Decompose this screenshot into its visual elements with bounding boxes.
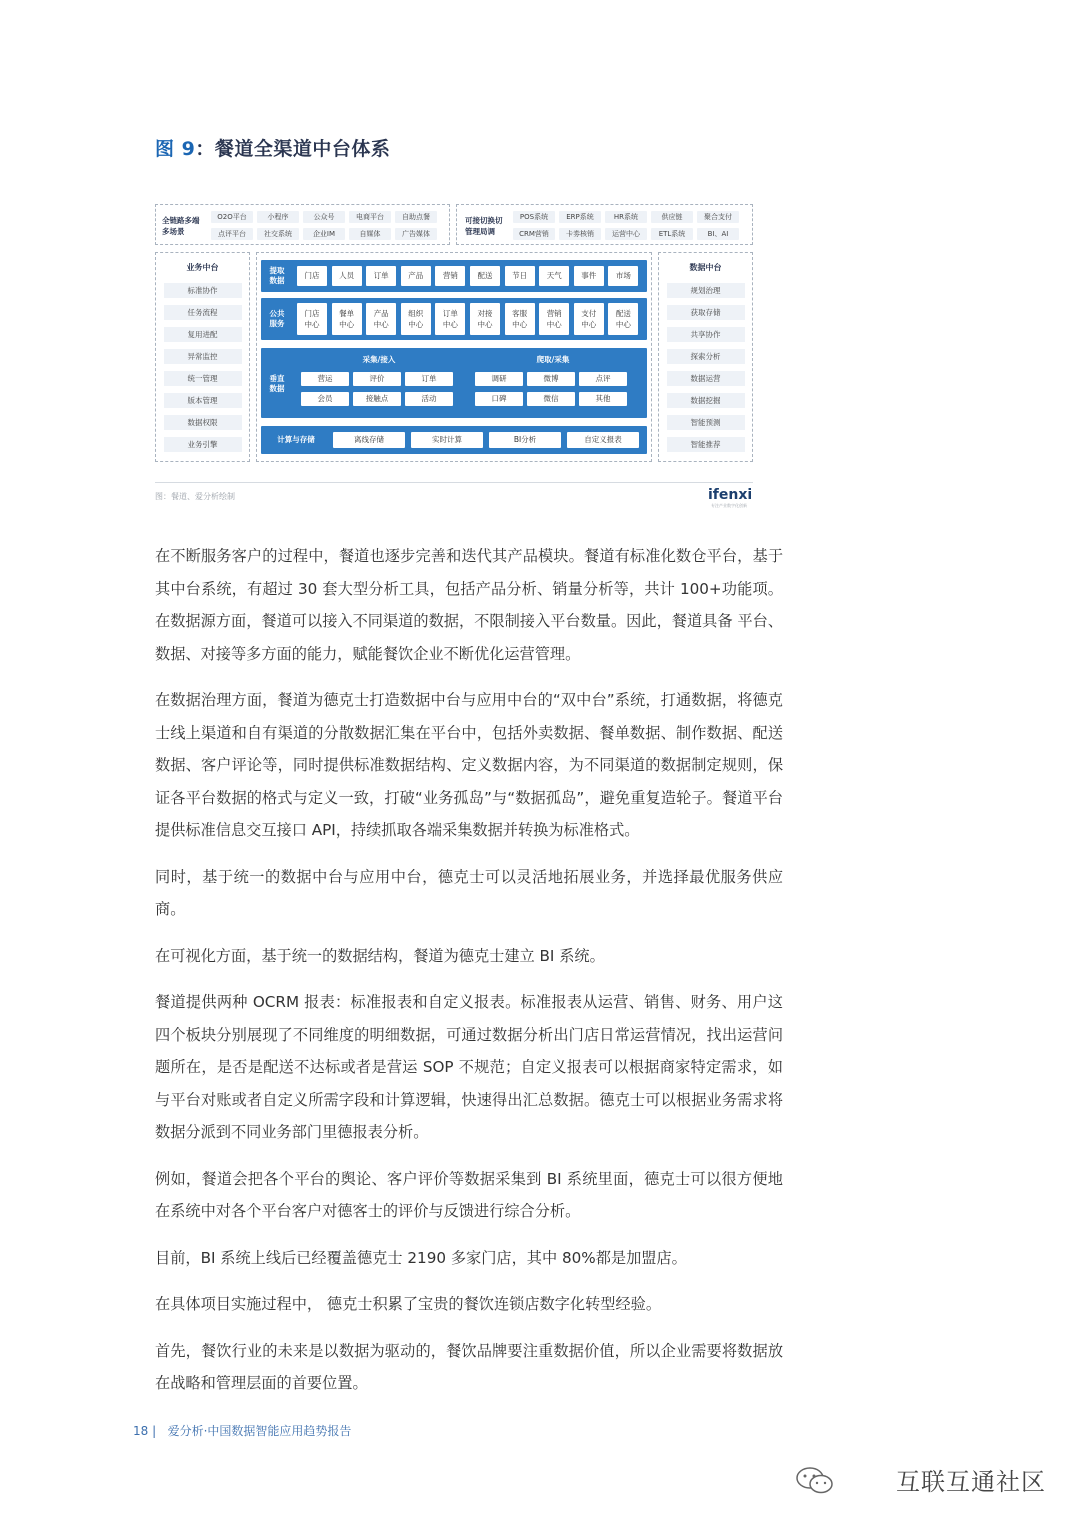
business-middle-platform-title: 业务中台 bbox=[186, 263, 219, 272]
figure-caption: 餐道全渠道中台体系 bbox=[214, 138, 391, 160]
extract-data-item: 产品 bbox=[401, 266, 431, 286]
extract-data-item: 配送 bbox=[470, 266, 500, 286]
extract-data-label-line1: 提取 bbox=[269, 266, 285, 275]
compute-storage-label: 计算与存储 bbox=[277, 435, 315, 444]
service-center-item bbox=[539, 303, 569, 335]
service-center-suffix: 中心 bbox=[477, 320, 493, 329]
service-center-name: 餐单 bbox=[339, 309, 355, 318]
data-capability-item: 规划治理 bbox=[667, 283, 745, 298]
collect-access-header: 采集/接入 bbox=[362, 355, 396, 364]
service-center-suffix: 中心 bbox=[373, 320, 389, 329]
paragraph: 在可视化方面，基于统一的数据结构，餐道为德克士建立 BI 系统。 bbox=[155, 946, 605, 965]
data-capability-item: 获取存储 bbox=[667, 305, 745, 320]
business-capability-item: 任务流程 bbox=[164, 305, 242, 320]
extract-data-item: 事件 bbox=[574, 266, 604, 286]
paragraph: 在数据治理方面，餐道为德克士打造数据中台与应用中台的“双中台”系统，打通数据，将德克士线上渠道和自有渠道的分散数据汇集在平台中，包括外卖数据、餐单数据、制作数据、配送数据、客户评论等，同时提供标准数据结构、定义数据内容，为不同渠道的数据制定规则，保证各平台数据的格式与定义一致，打破“业务孤岛”与“数据孤岛”，避免重复造轮子。餐道平台提供标准信息交互接口 API，持续抓取各端采集数据并转换为标准格式。 bbox=[155, 691, 783, 839]
service-center-item bbox=[470, 303, 500, 335]
channel-tag: ERP系统 bbox=[559, 211, 601, 223]
channel-tag: 广告媒体 bbox=[395, 228, 437, 240]
business-capability-item: 统一管理 bbox=[164, 371, 242, 386]
figure-title bbox=[155, 134, 390, 161]
data-middle-platform-list bbox=[659, 283, 752, 452]
figure-divider bbox=[155, 482, 753, 483]
top-left-group bbox=[155, 204, 450, 245]
top-right-row1 bbox=[513, 211, 739, 223]
ifenxi-logo-tagline: 专注产业数字化创新 bbox=[711, 503, 747, 508]
paragraph: 餐道提供两种 OCRM 报表：标准报表和自定义报表。标准报表从运营、销售、财务、用户这四个板块分别展现了不同维度的明细数据，可通过数据分析出门店日常运营情况，找出运营问题所在，是否是配送不达标或者是营运 SOP 不规范；自定义报表可以根据商家特定需求，如与平台对账或者自定义所需字段和计算逻辑，快速得出汇总数据。德克士可以根据业务需求将数据分派到不同业务部门里德报表分析。 bbox=[155, 993, 783, 1141]
channel-tag: 电商平台 bbox=[349, 211, 391, 223]
vertical-data-item: 点评 bbox=[579, 372, 627, 386]
service-center-name: 支付 bbox=[581, 309, 597, 318]
figure-colon: ： bbox=[195, 138, 215, 160]
service-center-name: 订单 bbox=[442, 309, 458, 318]
vertical-data-item: 营运 bbox=[301, 372, 349, 386]
channel-tag: ETL系统 bbox=[651, 228, 693, 240]
compute-storage-band bbox=[261, 426, 647, 454]
data-capability-item: 智能推荐 bbox=[667, 437, 745, 452]
vertical-data-item: 评价 bbox=[353, 372, 401, 386]
service-center-suffix: 中心 bbox=[581, 320, 597, 329]
channel-tag: 小程序 bbox=[257, 211, 299, 223]
extract-data-item: 营销 bbox=[435, 266, 465, 286]
channel-tag: CRM营销 bbox=[513, 228, 555, 240]
service-center-suffix: 中心 bbox=[442, 320, 458, 329]
vertical-data-item: 微博 bbox=[527, 372, 575, 386]
architecture-diagram bbox=[155, 204, 753, 464]
paragraph: 目前，BI 系统上线后已经覆盖德克士 2190 多家门店，其中 80%都是加盟店。 bbox=[155, 1248, 687, 1267]
data-capability-item: 数据挖掘 bbox=[667, 393, 745, 408]
channel-tag: O2O平台 bbox=[211, 211, 253, 223]
channel-tag: 社交系统 bbox=[257, 228, 299, 240]
service-center-suffix: 中心 bbox=[546, 320, 562, 329]
channel-tag: 企业IM bbox=[303, 228, 345, 240]
top-left-label-line2: 多场景 bbox=[162, 227, 185, 236]
service-center-item bbox=[608, 303, 638, 335]
public-service-label-line1: 公共 bbox=[269, 309, 285, 318]
paragraph: 在不断服务客户的过程中，餐道也逐步完善和迭代其产品模块。餐道有标准化数仓平台，基于其中台系统，有超过 30 套大型分析工具，包括产品分析、销量分析等，共计 100+功能项。在数据源方面，餐道可以接入不同渠道的数据，不限制接入平台数量。因此，餐道具备 平台、数据、对接等多方面的能力，赋能餐饮企业不断优化运营管理。 bbox=[155, 547, 783, 663]
vertical-data-item: 口碑 bbox=[475, 392, 523, 406]
vertical-data-label-line1: 垂直 bbox=[269, 374, 285, 383]
service-center-suffix: 中心 bbox=[304, 320, 320, 329]
paragraph: 在具体项目实施过程中， 德克士积累了宝贵的餐饮连锁店数字化转型经验。 bbox=[155, 1295, 662, 1313]
extract-data-item: 节日 bbox=[505, 266, 535, 286]
business-middle-platform-panel bbox=[155, 252, 250, 462]
vertical-data-item: 调研 bbox=[475, 372, 523, 386]
top-left-label-line1: 全链路多端 bbox=[162, 216, 200, 225]
service-center-suffix: 中心 bbox=[615, 320, 631, 329]
paragraph: 同时，基于统一的数据中台与应用中台，德克士可以灵活地拓展业务，并选择最优服务供应商。 bbox=[155, 867, 783, 918]
compute-storage-item: BI分析 bbox=[489, 432, 561, 448]
page-footer bbox=[133, 1422, 351, 1439]
service-center-item bbox=[401, 303, 431, 335]
top-left-row1 bbox=[211, 211, 437, 223]
extract-data-band bbox=[261, 260, 647, 292]
top-right-row2 bbox=[513, 228, 739, 240]
business-middle-platform-list bbox=[156, 283, 249, 452]
service-center-suffix: 中心 bbox=[339, 320, 355, 329]
service-center-name: 组织 bbox=[408, 309, 424, 318]
business-capability-item: 业务引擎 bbox=[164, 437, 242, 452]
footer-separator: | bbox=[148, 1424, 168, 1438]
channel-tag: 卡劵核销 bbox=[559, 228, 601, 240]
channel-tag: BI、AI bbox=[697, 228, 739, 240]
data-capability-item: 共享协作 bbox=[667, 327, 745, 342]
channel-tag: POS系统 bbox=[513, 211, 555, 223]
data-capability-item: 智能预测 bbox=[667, 415, 745, 430]
top-right-label-line1: 可接切换切 bbox=[465, 216, 503, 225]
report-title: 爱分析·中国数据智能应用趋势报告 bbox=[167, 1424, 352, 1438]
channel-tag: 供应链 bbox=[651, 211, 693, 223]
top-left-row2 bbox=[211, 228, 437, 240]
watermark-text: 互联互通社区 bbox=[896, 1468, 1046, 1496]
ifenxi-logo: ifenxi bbox=[708, 487, 753, 503]
business-capability-item: 标准协作 bbox=[164, 283, 242, 298]
service-center-item bbox=[366, 303, 396, 335]
figure-number: 图 9 bbox=[155, 138, 196, 160]
service-center-item bbox=[435, 303, 465, 335]
data-middle-platform-panel bbox=[658, 252, 753, 462]
channel-tag: 点评平台 bbox=[211, 228, 253, 240]
extract-data-item: 人员 bbox=[332, 266, 362, 286]
service-center-name: 营销 bbox=[546, 309, 562, 318]
compute-storage-item: 自定义报表 bbox=[567, 432, 639, 448]
extract-data-item: 市场 bbox=[608, 266, 638, 286]
article-body bbox=[155, 540, 783, 1414]
channel-tag: 运营中心 bbox=[605, 228, 647, 240]
public-service-band bbox=[261, 298, 647, 340]
channel-tag: 自助点餐 bbox=[395, 211, 437, 223]
service-center-item bbox=[505, 303, 535, 335]
extract-data-item: 门店 bbox=[297, 266, 327, 286]
service-center-name: 门店 bbox=[304, 309, 320, 318]
public-service-label-line2: 服务 bbox=[269, 319, 285, 328]
top-right-label-line2: 管理局调 bbox=[465, 227, 495, 236]
service-center-item bbox=[297, 303, 327, 335]
top-left-label bbox=[162, 215, 200, 237]
top-right-group bbox=[456, 204, 753, 245]
compute-storage-item: 离线存储 bbox=[333, 432, 405, 448]
service-center-name: 客服 bbox=[512, 309, 528, 318]
paragraph: 首先，餐饮行业的未来是以数据为驱动的，餐饮品牌要注重数据价值，所以企业需要将数据放在战略和管理层面的首要位置。 bbox=[155, 1341, 783, 1392]
service-center-item bbox=[574, 303, 604, 335]
service-center-name: 配送 bbox=[615, 309, 631, 318]
vertical-data-label bbox=[265, 374, 289, 394]
compute-storage-item: 实时计算 bbox=[411, 432, 483, 448]
service-center-name: 对接 bbox=[477, 309, 493, 318]
channel-tag: 公众号 bbox=[303, 211, 345, 223]
vertical-data-item: 会员 bbox=[301, 392, 349, 406]
channel-tag: HR系统 bbox=[605, 211, 647, 223]
extract-data-label bbox=[265, 266, 289, 286]
service-center-item bbox=[332, 303, 362, 335]
data-capability-item: 数据运营 bbox=[667, 371, 745, 386]
service-center-name: 产品 bbox=[373, 309, 389, 318]
data-middle-platform-title: 数据中台 bbox=[689, 263, 722, 272]
channel-tag: 聚合支付 bbox=[697, 211, 739, 223]
crawl-collect-header: 爬取/采集 bbox=[536, 355, 570, 364]
top-right-label bbox=[465, 215, 503, 237]
extract-data-label-line2: 数据 bbox=[269, 276, 285, 285]
business-capability-item: 版本管理 bbox=[164, 393, 242, 408]
source-note: 图：餐道、爱分析绘制 bbox=[155, 492, 235, 501]
vertical-data-item: 接触点 bbox=[353, 392, 401, 406]
business-capability-item: 异常监控 bbox=[164, 349, 242, 364]
business-capability-item: 复用进配 bbox=[164, 327, 242, 342]
data-capability-item: 探索分析 bbox=[667, 349, 745, 364]
vertical-data-label-line2: 数据 bbox=[269, 384, 285, 393]
service-center-suffix: 中心 bbox=[512, 320, 528, 329]
extract-data-item: 天气 bbox=[539, 266, 569, 286]
vertical-data-band bbox=[261, 348, 647, 418]
channel-tag: 自媒体 bbox=[349, 228, 391, 240]
extract-data-item: 订单 bbox=[366, 266, 396, 286]
business-capability-item: 数据权限 bbox=[164, 415, 242, 430]
service-center-suffix: 中心 bbox=[408, 320, 424, 329]
vertical-data-item: 微信 bbox=[527, 392, 575, 406]
wechat-icon bbox=[795, 1466, 835, 1496]
vertical-data-item: 订单 bbox=[405, 372, 453, 386]
vertical-data-item: 其他 bbox=[579, 392, 627, 406]
public-service-label bbox=[265, 309, 289, 329]
paragraph: 例如，餐道会把各个平台的舆论、客户评价等数据采集到 BI 系统里面，德克士可以很方便地在系统中对各个平台客户对德客士的评价与反馈进行综合分析。 bbox=[155, 1169, 783, 1220]
page-number: 18 bbox=[133, 1424, 149, 1438]
vertical-data-item: 活动 bbox=[405, 392, 453, 406]
